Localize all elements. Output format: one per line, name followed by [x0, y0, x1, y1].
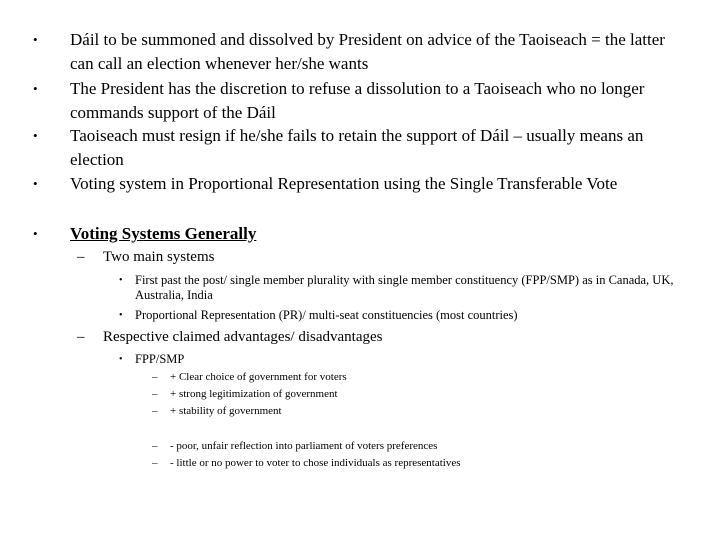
bullet-marker: •	[33, 176, 38, 191]
bullet-marker: •	[33, 32, 38, 47]
sub-sub-item-text: First past the post/ single member plurality with single member constituency (FPP/SMP) as in Canada, UK, Australia, India	[135, 273, 674, 302]
advantage-text: + Clear choice of government for voters	[170, 371, 347, 383]
sub-sub-item-text: Proportional Representation (PR)/ multi-seat constituencies (most countries)	[135, 308, 518, 322]
sub-item-text: Respective claimed advantages/ disadvantages	[103, 329, 383, 345]
bullet-marker: •	[33, 81, 38, 96]
dash-marker: –	[152, 457, 158, 469]
disadvantage-text: - poor, unfair reflection into parliament of voters preferences	[170, 440, 438, 452]
section-title: Voting Systems Generally	[70, 224, 257, 243]
disadvantage-text: - little or no power to voter to chose individuals as representatives	[170, 457, 461, 469]
sub-sub-item-text: FPP/SMP	[135, 352, 185, 366]
bullet-marker: •	[119, 310, 123, 321]
dash-marker: –	[77, 249, 85, 265]
bullet-text: Dáil to be summoned and dissolved by President on advice of the Taoiseach = the latter can call an election whenever her/she wants	[70, 30, 665, 73]
advantage-text: + strong legitimization of government	[170, 388, 338, 400]
dash-marker: –	[152, 388, 158, 400]
advantage-text: + stability of government	[170, 405, 282, 417]
bullet-marker: •	[33, 128, 38, 143]
dash-marker: –	[152, 371, 158, 383]
dash-marker: –	[77, 329, 85, 345]
bullet-text: The President has the discretion to refuse a dissolution to a Taoiseach who no longer commands support of the Dáil	[70, 79, 645, 122]
sub-item-text: Two main systems	[103, 249, 215, 265]
bullet-marker: •	[119, 354, 123, 365]
bullet-text: Voting system in Proportional Representation using the Single Transferable Vote	[70, 174, 618, 193]
dash-marker: –	[152, 405, 158, 417]
dash-marker: –	[152, 440, 158, 452]
bullet-marker: •	[119, 275, 123, 286]
bullet-marker: •	[33, 226, 38, 241]
bullet-text: Taoiseach must resign if he/she fails to retain the support of Dáil – usually means an election	[70, 126, 644, 169]
